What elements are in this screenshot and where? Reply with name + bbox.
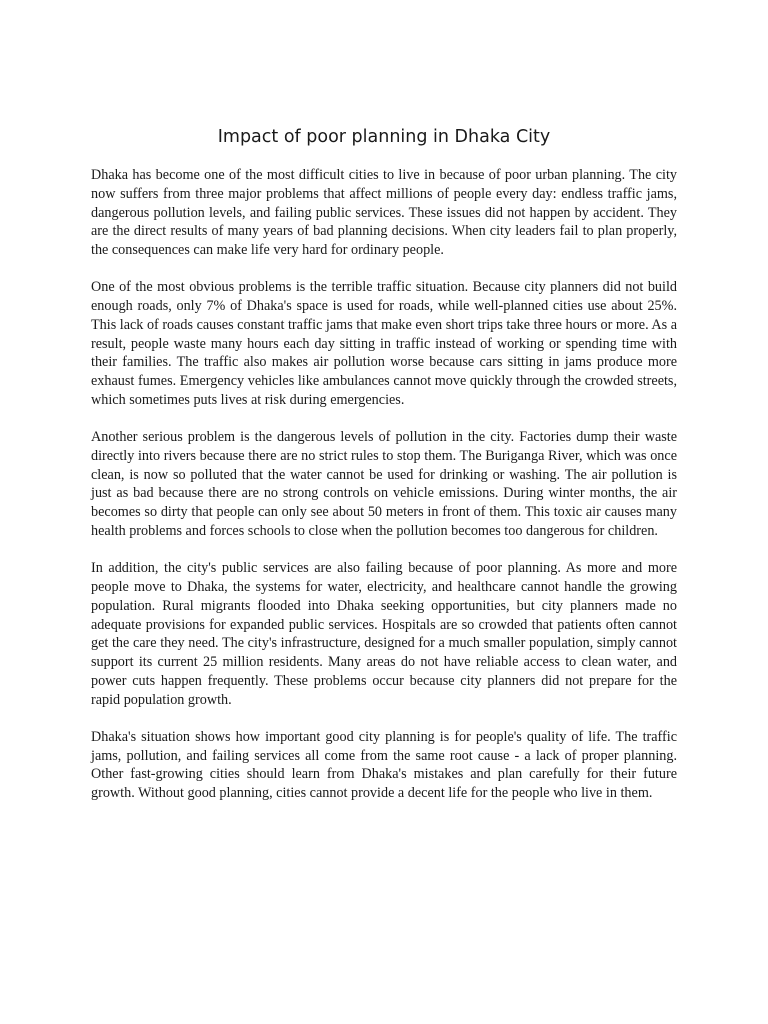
paragraph-conclusion: Dhaka's situation shows how important good city planning is for people's quality of life. The traffic jams, pollution, and failing services all come from the same root cause - a lack of proper planning. Other fast-growing cities should learn from Dhaka's mistakes and plan carefully for their future growth. Without good planning, cities cannot provide a decent life for the people who live in them.	[91, 728, 677, 802]
paragraph-intro: Dhaka has become one of the most difficult cities to live in because of poor urban planning. The city now suffers from three major problems that affect millions of people every day: endless traffic jams, dangerous pollution levels, and failing public services. These issues did not happen by accident. They are the direct results of many years of bad planning decisions. When city leaders fail to plan properly, the consequences can make life very hard for ordinary people.	[91, 167, 677, 258]
paragraph-pollution: Another serious problem is the dangerous levels of pollution in the city. Factories dump their waste directly into rivers because there are no strict rules to stop them. The Buriganga River, which was once clean, is now so polluted that the water cannot be used for drinking or washing. The air pollution is just as bad because there are no strong controls on vehicle emissions. During winter months, the air becomes so dirty that people can only see about 50 meters in front of them. This toxic air causes many health problems and forces schools to close when the pollution becomes too dangerous for children.	[91, 429, 677, 539]
paragraph-traffic: One of the most obvious problems is the terrible traffic situation. Because city planners did not build enough roads, only 7% of Dhaka's space is used for roads, while well-planned cities use about 25%. This lack of roads causes constant traffic jams that make even short trips take three hours or more. As a result, people waste many hours each day sitting in traffic instead of working or spending time with their families. The traffic also makes air pollution worse because cars sitting in jams produce more exhaust fumes. Emergency vehicles like ambulances cannot move quickly through the crowded streets, which sometimes puts lives at risk during emergencies.	[91, 279, 677, 408]
document-title: Impact of poor planning in Dhaka City	[217, 127, 551, 147]
document-body	[91, 166, 677, 821]
paragraph-public-services: In addition, the city's public services are also failing because of poor planning. As more and more people move to Dhaka, the systems for water, electricity, and healthcare cannot handle the growing population. Rural migrants flooded into Dhaka seeking opportunities, but city planners made no adequate provisions for expanded public services. Hospitals are so crowded that patients often cannot get the care they need. The city's infrastructure, designed for a much smaller population, simply cannot support its current 25 million residents. Many areas do not have reliable access to clean water, and power cuts happen frequently. These problems occur because city planners did not prepare for the rapid population growth.	[91, 560, 677, 708]
